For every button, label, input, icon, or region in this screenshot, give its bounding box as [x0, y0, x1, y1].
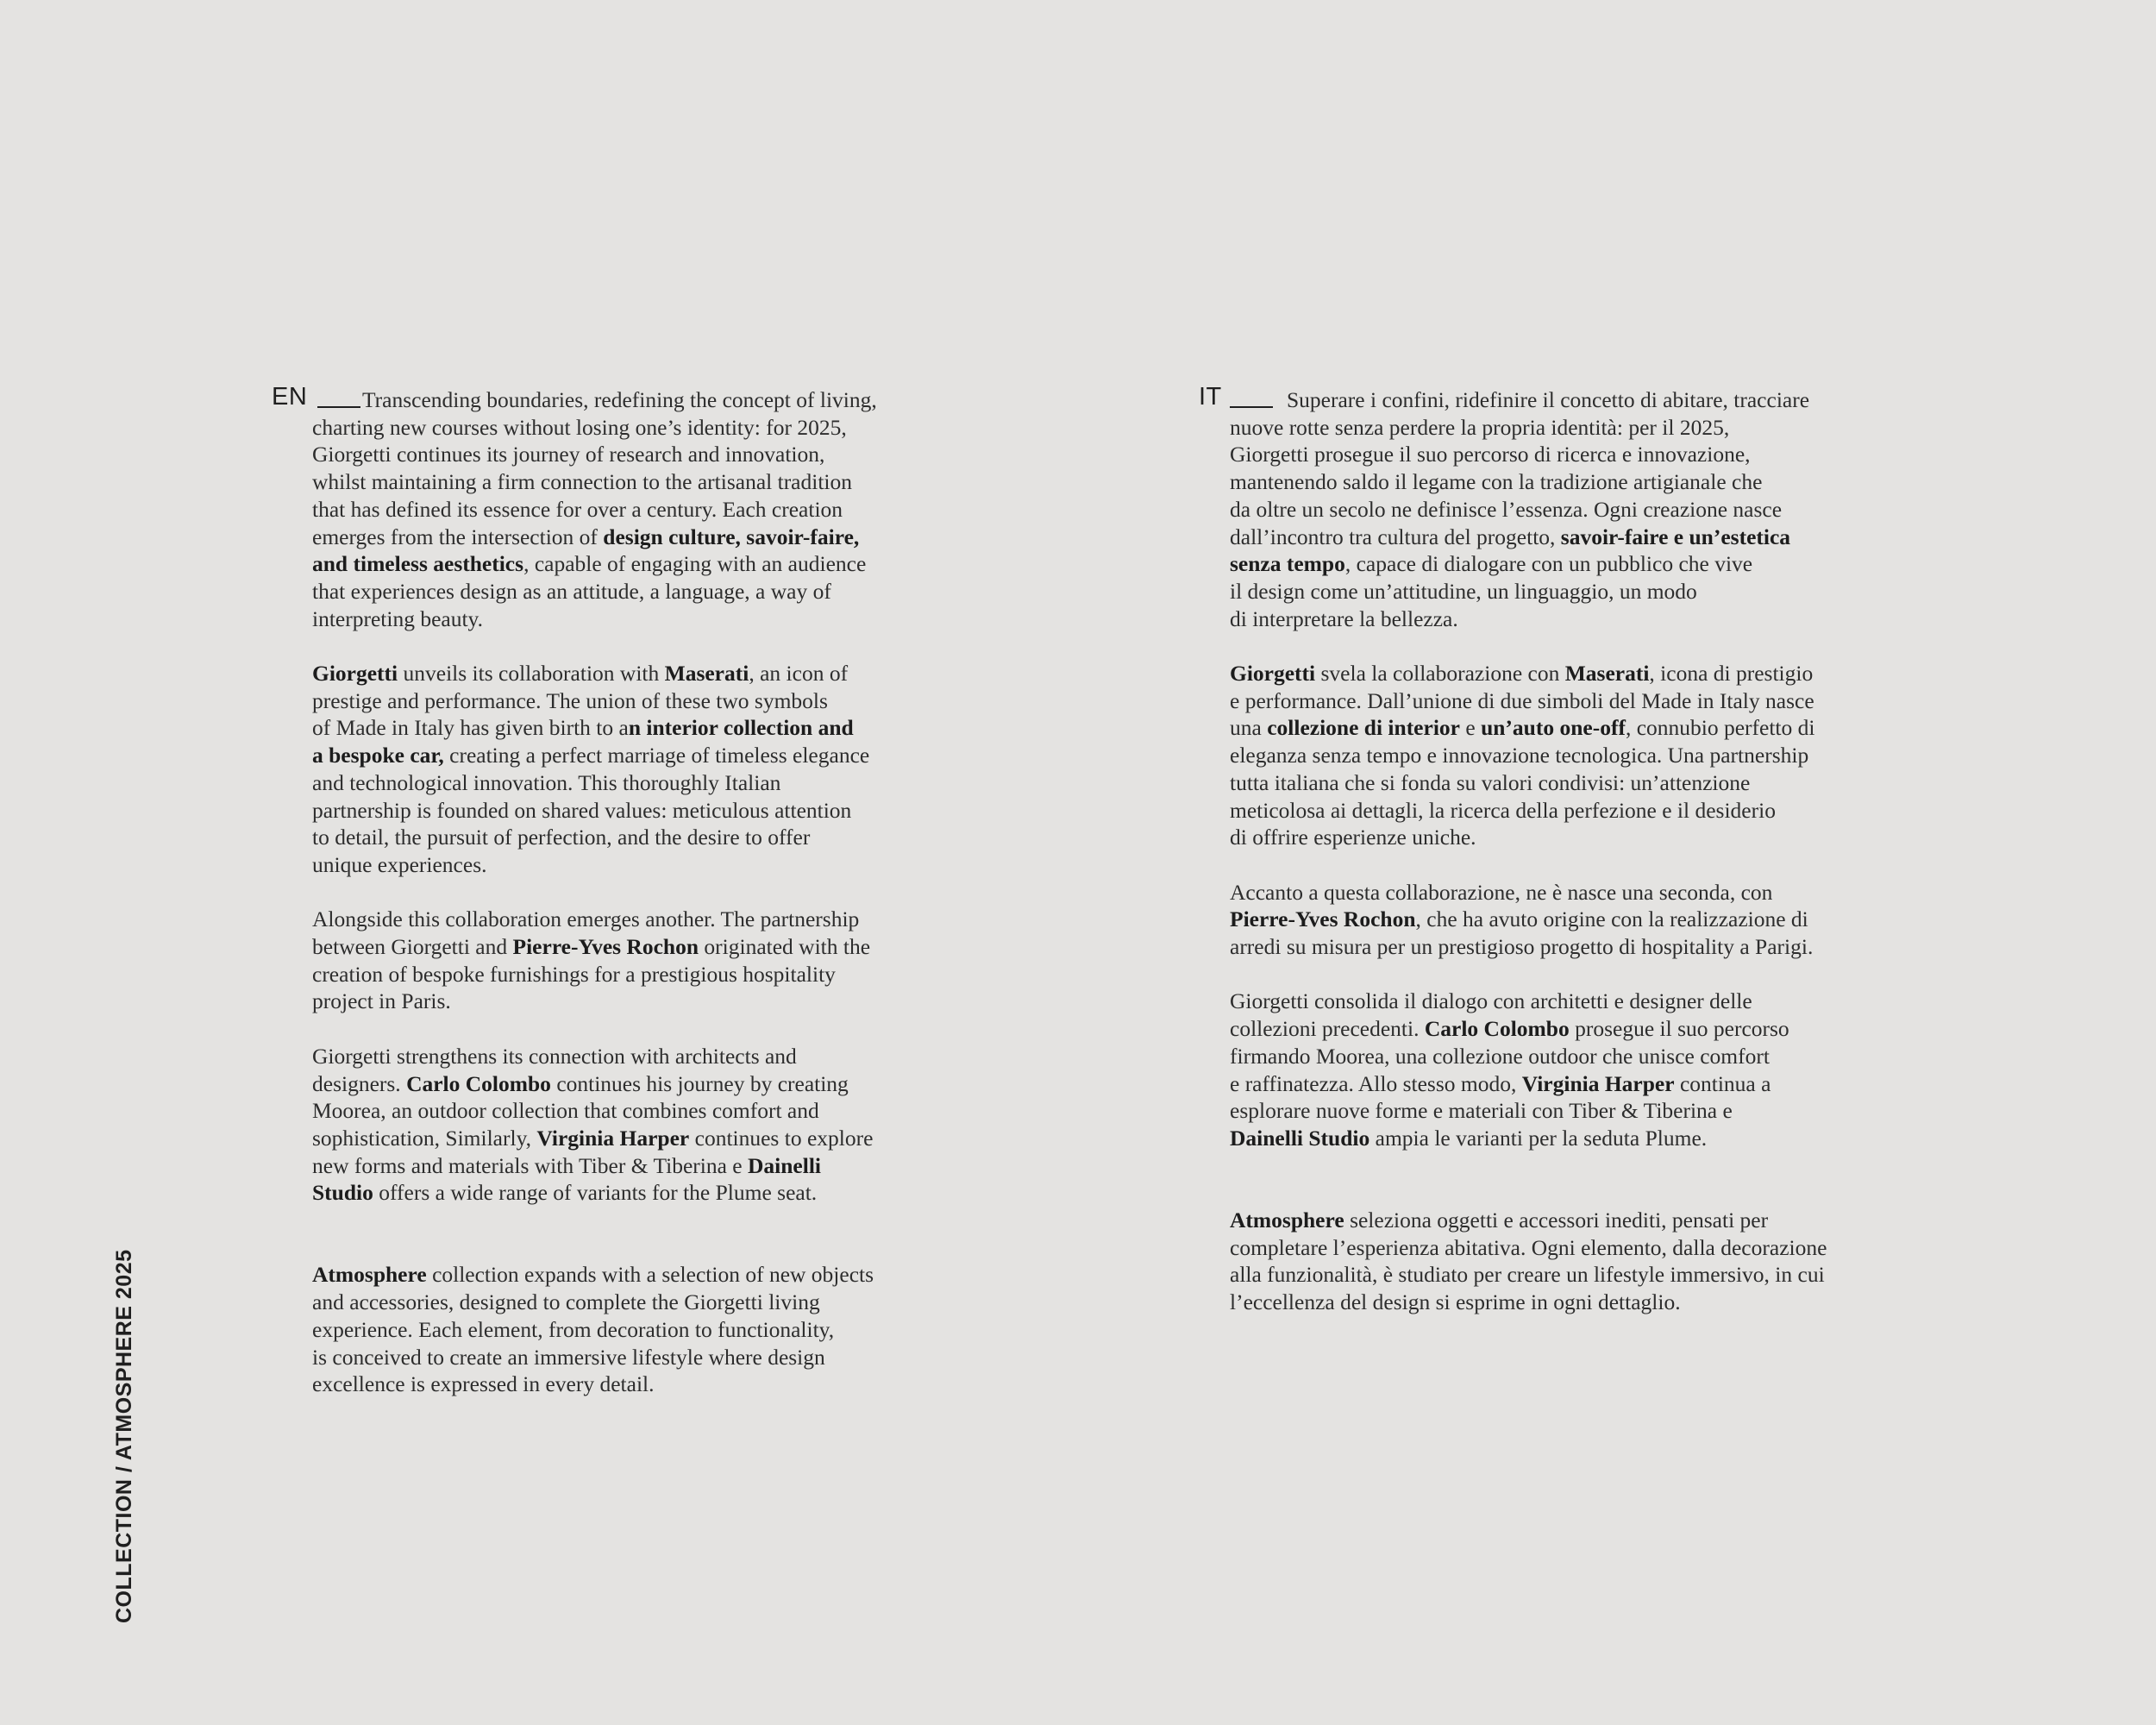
en-text-column — [312, 386, 877, 1398]
text-line: Superare i confini, ridefinire il concetto di abitare, tracciare — [1287, 387, 1810, 412]
text-line: Studio offers a wide range of variants for the Plume seat. — [312, 1180, 818, 1206]
en-paragraph-2 — [312, 660, 877, 879]
text-line: esplorare nuove forme e materiali con Tiber & Tiberina e — [1230, 1098, 1733, 1124]
text-line: firmando Moorea, una collezione outdoor che unisce comfort — [1230, 1043, 1770, 1069]
text-line: interpreting beauty. — [312, 605, 484, 631]
text-line: Transcending boundaries, redefining the concept of living, — [362, 387, 877, 412]
it-paragraph-5 — [1230, 1207, 1827, 1316]
text-line: Accanto a questa collaborazione, ne è nasce una seconda, con — [1230, 879, 1773, 905]
text-line: Giorgetti strengthens its connection with architects and — [312, 1043, 797, 1069]
text-line: charting new courses without losing one’s identity: for 2025, — [312, 414, 847, 440]
text-line: e performance. Dall’unione di due simboli del Made in Italy nasce — [1230, 687, 1814, 713]
text-line: whilst maintaining a firm connection to the artisanal tradition — [312, 469, 853, 495]
it-text-column — [1230, 386, 1827, 1316]
en-paragraph-5 — [312, 1261, 877, 1398]
en-paragraph-1 — [312, 386, 877, 632]
text-line: that experiences design as an attitude, a language, a way of — [312, 578, 831, 604]
text-line: Atmosphere seleziona oggetti e accessori inediti, pensati per — [1230, 1208, 1769, 1233]
text-line: Pierre-Yves Rochon, che ha avuto origine con la realizzazione di — [1230, 906, 1808, 932]
text-line: una collezione di interior e un’auto one-off, connubio perfetto di — [1230, 715, 1815, 741]
text-line: sophistication, Similarly, Virginia Harper continues to explore — [312, 1125, 874, 1151]
text-line: excellence is expressed in every detail. — [312, 1371, 655, 1397]
text-line: e raffinatezza. Allo stesso modo, Virginia Harper continua a — [1230, 1070, 1771, 1096]
it-paragraph-2 — [1230, 660, 1827, 851]
text-line: to detail, the pursuit of perfection, and the desire to offer — [312, 825, 811, 850]
sidebar-label: COLLECTION / ATMOSPHERE 2025 — [112, 1249, 136, 1623]
text-line: completare l’esperienza abitativa. Ogni elemento, dalla decorazione — [1230, 1234, 1827, 1260]
text-line: Moorea, an outdoor collection that combines comfort and — [312, 1098, 819, 1124]
text-line: senza tempo, capace di dialogare con un pubblico che vive — [1230, 551, 1753, 577]
text-line: and technological innovation. This thoroughly Italian — [312, 769, 781, 795]
text-line: that has defined its essence for over a century. Each creation — [312, 496, 843, 522]
text-line: new forms and materials with Tiber & Tiberina e Dainelli — [312, 1152, 822, 1178]
text-line: di interpretare la bellezza. — [1230, 605, 1458, 631]
en-paragraph-4 — [312, 1043, 877, 1207]
text-line: project in Paris. — [312, 988, 451, 1014]
text-line: nuove rotte senza perdere la propria identità: per il 2025, — [1230, 414, 1730, 440]
text-line: of Made in Italy has given birth to an interior collection and — [312, 715, 854, 741]
text-line: Giorgetti prosegue il suo percorso di ricerca e innovazione, — [1230, 442, 1751, 467]
text-line: da oltre un secolo ne definisce l’essenza. Ogni creazione nasce — [1230, 496, 1783, 522]
text-line: experience. Each element, from decoration to functionality, — [312, 1316, 835, 1342]
text-line: Giorgetti consolida il dialogo con architetti e designer delle — [1230, 988, 1752, 1014]
text-line: designers. Carlo Colombo continues his journey by creating — [312, 1070, 849, 1096]
text-line: meticolosa ai dettagli, la ricerca della perfezione e il desiderio — [1230, 797, 1776, 823]
text-line: arredi su misura per un prestigioso progetto di hospitality a Parigi. — [1230, 934, 1814, 960]
text-line: and accessories, designed to complete the Giorgetti living — [312, 1289, 820, 1315]
text-line: dall’incontro tra cultura del progetto, savoir-faire e un’estetica — [1230, 524, 1791, 549]
it-paragraph-1 — [1230, 386, 1827, 632]
text-line: and timeless aesthetics, capable of engaging with an audience — [312, 551, 867, 577]
text-line: Alongside this collaboration emerges another. The partnership — [312, 906, 860, 932]
language-tag-en: EN — [272, 383, 308, 411]
text-line: eleganza senza tempo e innovazione tecnologica. Una partnership — [1230, 743, 1809, 768]
text-line: emerges from the intersection of design culture, savoir-faire, — [312, 524, 860, 549]
en-paragraph-3 — [312, 906, 877, 1015]
text-line: alla funzionalità, è studiato per creare un lifestyle immersivo, in cui — [1230, 1262, 1825, 1288]
text-line: unique experiences. — [312, 851, 487, 877]
text-line: Giorgetti unveils its collaboration with Maserati, an icon of — [312, 661, 849, 687]
it-paragraph-3 — [1230, 879, 1827, 961]
text-line: between Giorgetti and Pierre-Yves Rochon originated with the — [312, 934, 871, 960]
text-line: creation of bespoke furnishings for a prestigious hospitality — [312, 961, 836, 987]
text-line: l’eccellenza del design si esprime in ogni dettaglio. — [1230, 1289, 1681, 1315]
text-line: partnership is founded on shared values: meticulous attention — [312, 797, 852, 823]
text-line: prestige and performance. The union of these two symbols — [312, 687, 828, 713]
text-line: Dainelli Studio ampia le varianti per la seduta Plume. — [1230, 1125, 1708, 1151]
language-tag-it: IT — [1199, 383, 1222, 411]
text-line: is conceived to create an immersive lifestyle where design — [312, 1344, 825, 1370]
text-line: Giorgetti svela la collaborazione con Maserati, icona di prestigio — [1230, 661, 1814, 687]
text-line: Atmosphere collection expands with a selection of new objects — [312, 1262, 874, 1288]
text-line: Giorgetti continues its journey of research and innovation, — [312, 442, 825, 467]
text-line: collezioni precedenti. Carlo Colombo prosegue il suo percorso — [1230, 1016, 1789, 1042]
text-line: mantenendo saldo il legame con la tradizione artigianale che — [1230, 469, 1763, 495]
text-line: tutta italiana che si fonda su valori condivisi: un’attenzione — [1230, 769, 1751, 795]
text-line: a bespoke car, creating a perfect marriage of timeless elegance — [312, 743, 870, 768]
text-line: il design come un’attitudine, un linguaggio, un modo — [1230, 578, 1697, 604]
it-paragraph-4 — [1230, 988, 1827, 1151]
text-line: di offrire esperienze uniche. — [1230, 825, 1476, 850]
